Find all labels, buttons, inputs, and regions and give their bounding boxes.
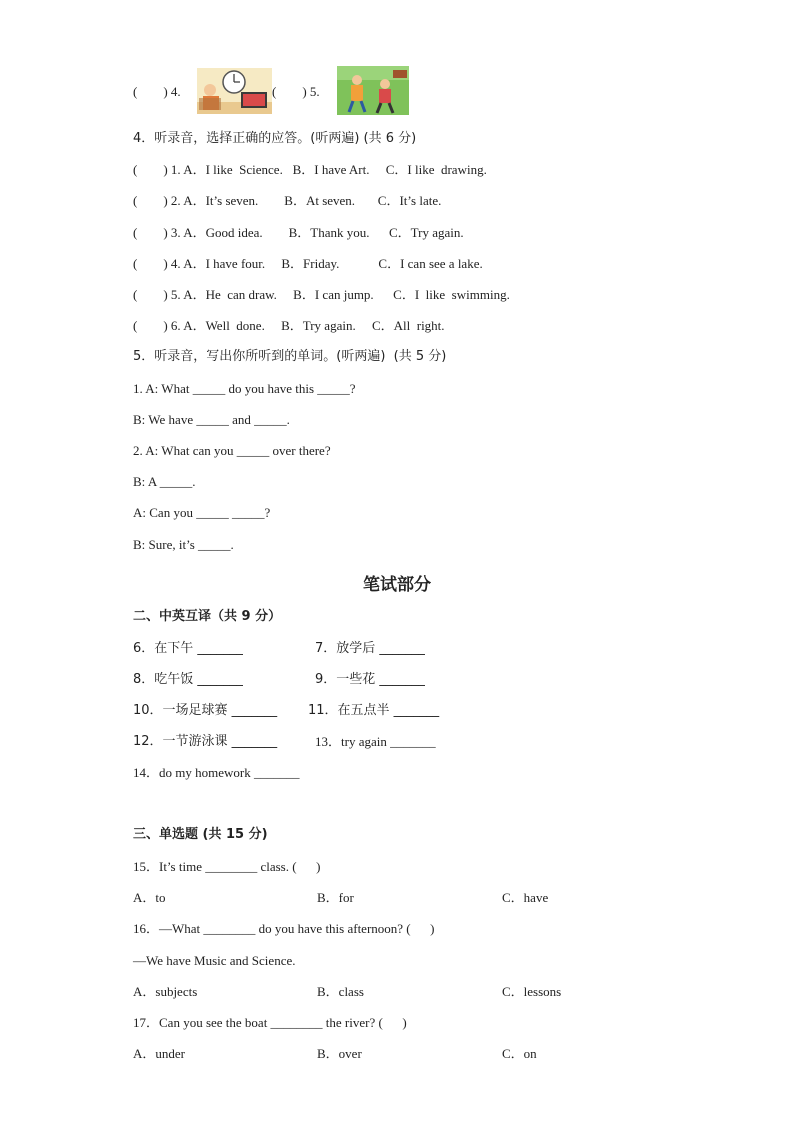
question-17-option-a: A．under (133, 1046, 185, 1061)
question-15-option-c: C．have (502, 890, 549, 905)
section-5-line-5: A: Can you _____ _____? (133, 505, 271, 520)
question-15-option-b: B．for (317, 890, 354, 905)
section-4-item-3: ( ) 3. A．Good idea. B．Thank you. C．Try again. (133, 225, 464, 240)
part-3-heading: 三、单选题 (共 15 分) (133, 827, 268, 842)
section-5-line-2: B: We have _____ and _____. (133, 412, 290, 427)
question-16-stem: 16．—What ________ do you have this afternoon? ( ) (133, 921, 435, 936)
question-17-option-c: C．on (502, 1046, 537, 1061)
picture-item-4-label: ( ) 4. (133, 84, 181, 99)
written-part-title: 笔试部分 (363, 575, 431, 595)
part-2-left-8: 8．吃午饭 _______ (133, 672, 243, 687)
question-17-option-b: B．over (317, 1046, 362, 1061)
part-2-left-6: 6．在下午 _______ (133, 641, 243, 656)
picture-item-5-label: ( ) 5. (272, 84, 320, 99)
part-2-left-14: 14．do my homework _______ (133, 765, 300, 780)
section-4-item-4: ( ) 4. A．I have four. B．Friday. C．I can see a lake. (133, 256, 483, 271)
question-16-option-a: A．subjects (133, 984, 198, 999)
question-15-stem: 15．It’s time ________ class. ( ) (133, 859, 321, 874)
section-4-heading: 4．听录音，选择正确的应答。(听两遍) (共 6 分) (133, 131, 417, 146)
section-4-item-6: ( ) 6. A．Well done. B．Try again. C．All right. (133, 318, 445, 333)
part-2-right-7: 7．放学后 _______ (315, 641, 425, 656)
question-16-stem-2: —We have Music and Science. (133, 953, 296, 968)
section-4-item-5: ( ) 5. A．He can draw. B．I can jump. C．I like swimming. (133, 287, 510, 302)
part-2-left-12: 12．一节游泳课 _______ (133, 734, 278, 749)
part-2-right-13: 13．try again _______ (315, 734, 436, 749)
question-16-option-c: C．lessons (502, 984, 562, 999)
section-5-line-3: 2. A: What can you _____ over there? (133, 443, 331, 458)
question-17-stem: 17．Can you see the boat ________ the river? ( ) (133, 1015, 407, 1030)
question-16-option-b: B．class (317, 984, 364, 999)
section-4-item-1: ( ) 1. A．I like Science. B．I have Art. C．I like drawing. (133, 162, 487, 177)
question-15-option-a: A．to (133, 890, 166, 905)
section-5-line-6: B: Sure, it’s _____. (133, 537, 234, 552)
part-2-left-10: 10．一场足球赛 _______ (133, 703, 278, 718)
part-2-right-9: 9．一些花 _______ (315, 672, 425, 687)
section-5-line-4: B: A _____. (133, 474, 196, 489)
part-2-heading: 二、中英互译（共 9 分） (133, 609, 282, 624)
part-2-right-11: 11．在五点半 _______ (308, 703, 440, 718)
clock-tv-picture (197, 68, 272, 114)
section-4-item-2: ( ) 2. A．It’s seven. B．At seven. C．It’s late. (133, 193, 442, 208)
section-5-heading: 5．听录音，写出你所听到的单词。(听两遍) (共 5 分) (133, 349, 447, 364)
section-5-line-1: 1. A: What _____ do you have this _____? (133, 381, 356, 396)
playing-children-picture (337, 66, 409, 115)
